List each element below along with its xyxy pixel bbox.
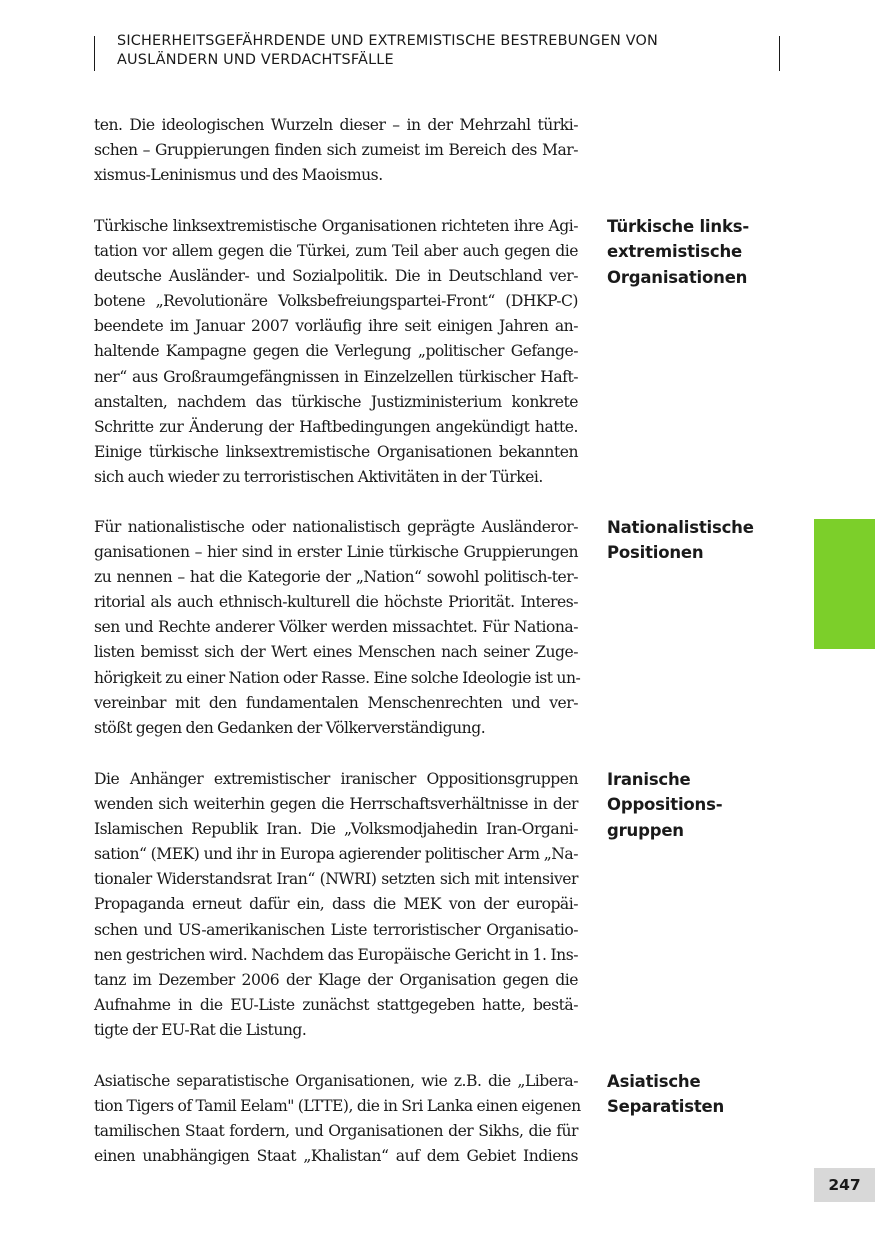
margin-heading-line: Positionen <box>607 543 704 563</box>
body-line: listen bemisst sich der Wert eines Menschen nach seiner Zuge- <box>94 643 578 662</box>
body-line: zu nennen – hat die Kategorie der „Nation“ sowohl politisch-ter- <box>94 568 578 587</box>
body-line: einen unabhängigen Staat „Khalistan“ auf dem Gebiet Indiens <box>94 1147 578 1166</box>
body-line: Die Anhänger extremistischer iranischer Oppositionsgruppen <box>94 770 578 788</box>
margin-heading-line: extremistische <box>607 242 743 262</box>
body-line: vereinbar mit den fundamentalen Menschenrechten und ver- <box>94 693 578 712</box>
body-line: hörigkeit zu einer Nation oder Rasse. Eine solche Ideologie ist un- <box>94 668 581 687</box>
margin-heading <box>607 1069 767 1120</box>
body-line: Aufnahme in die EU-Liste zunächst stattgegeben hatte, bestä- <box>94 995 578 1014</box>
body-line: schen – Gruppierungen finden sich zumeist im Bereich des Mar- <box>94 141 578 160</box>
body-line: haltende Kampagne gegen die Verlegung „politischer Gefange- <box>94 342 578 361</box>
body-line: ritorial als auch ethnisch-kulturell die höchste Priorität. Interes- <box>94 593 578 612</box>
page-number: 247 <box>828 1176 861 1194</box>
body-line: deutsche Ausländer- und Sozialpolitik. Die in Deutschland ver- <box>94 267 578 286</box>
running-header-line-1: SICHERHEITSGEFÄHRDENDE UND EXTREMISTISCHE BESTREBUNGEN VON <box>117 33 659 49</box>
body-line: botene „Revolutionäre Volksbefreiungspartei-Front“ (DHKP-C) <box>94 292 578 311</box>
section-iranische-oppositionsgruppen <box>94 767 754 1043</box>
body-line: Einige türkische linksextremistische Organisationen bekannten <box>94 442 578 461</box>
body-line: tation vor allem gegen die Türkei, zum Teil aber auch gegen die <box>94 242 578 261</box>
body-line: Für nationalistische oder nationalistisch geprägte Ausländeror- <box>94 518 578 536</box>
chapter-tab-marker <box>814 519 875 649</box>
body-line: sich auch wieder zu terroristischen Aktivitäten in der Türkei. <box>94 467 543 486</box>
body-line: Asiatische separatistische Organisationen, wie z.B. die „Libera- <box>94 1072 578 1090</box>
margin-heading-line: gruppen <box>607 820 684 840</box>
body-line: tanz im Dezember 2006 der Klage der Organisation gegen die <box>94 970 578 989</box>
running-header-line-2: AUSLÄNDERN UND VERDACHTSFÄLLE <box>117 52 394 68</box>
body-line: nen gestrichen wird. Nachdem das Europäische Gericht in 1. Ins- <box>94 945 578 964</box>
page-number-box <box>814 1168 875 1202</box>
body-line: Islamischen Republik Iran. Die „Volksmodjahedin Iran-Organi- <box>94 820 578 839</box>
body-line: Schritte zur Änderung der Haftbedingungen angekündigt hatte. <box>94 417 578 436</box>
body-line: wenden sich weiterhin gegen die Herrschaftsverhältnisse in der <box>94 795 578 814</box>
margin-heading-line: Oppositions- <box>607 795 723 815</box>
paragraph-continuation <box>94 113 754 188</box>
margin-heading-line: Asiatische <box>607 1072 701 1091</box>
section-nationalistische-positionen <box>94 515 754 741</box>
body-line: xismus-Leninismus und des Maoismus. <box>94 166 383 185</box>
body-line: sation“ (MEK) und ihr in Europa agierender politischer Arm „Na- <box>94 845 578 864</box>
body-line: ner“ aus Großraumgefängnissen in Einzelzellen türkischer Haft- <box>94 367 578 386</box>
body-line: ten. Die ideologischen Wurzeln dieser – in der Mehrzahl türki- <box>94 116 578 134</box>
section-tuerkische-linksextremisten <box>94 214 754 490</box>
body-line: stößt gegen den Gedanken der Völkerverständigung. <box>94 718 486 737</box>
body-line: Türkische linksextremistische Organisationen richteten ihre Agi- <box>94 217 578 235</box>
margin-heading-line: Nationalistische <box>607 518 754 537</box>
body-line: tamilischen Staat fordern, und Organisationen der Sikhs, die für <box>94 1122 578 1141</box>
margin-heading <box>607 214 767 290</box>
body-line: schen und US-amerikanischen Liste terroristischer Organisatio- <box>94 920 578 939</box>
margin-heading <box>607 767 767 843</box>
body-line: beendete im Januar 2007 vorläufig ihre seit einigen Jahren an- <box>94 317 578 336</box>
body-line: ganisationen – hier sind in erster Linie türkische Gruppierungen <box>94 543 578 562</box>
body-line: tion Tigers of Tamil Eelam" (LTTE), die in Sri Lanka einen eigenen <box>94 1097 581 1116</box>
body-line: anstalten, nachdem das türkische Justizministerium konkrete <box>94 392 578 411</box>
body-line: sen und Rechte anderer Völker werden missachtet. Für Nationa- <box>94 618 578 637</box>
body-line: tionaler Widerstandsrat Iran“ (NWRI) setzten sich mit intensiver <box>94 870 578 889</box>
margin-heading-line: Organisationen <box>607 267 748 287</box>
margin-heading <box>607 515 767 566</box>
body-line: Propaganda erneut dafür ein, dass die MEK von der europäi- <box>94 895 578 914</box>
running-header <box>94 33 780 71</box>
body-line: tigte der EU-Rat die Listung. <box>94 1020 307 1039</box>
section-asiatische-separatisten <box>94 1069 754 1169</box>
margin-heading-line: Türkische links- <box>607 217 749 236</box>
margin-heading-line: Separatisten <box>607 1097 725 1117</box>
margin-heading-line: Iranische <box>607 770 691 789</box>
